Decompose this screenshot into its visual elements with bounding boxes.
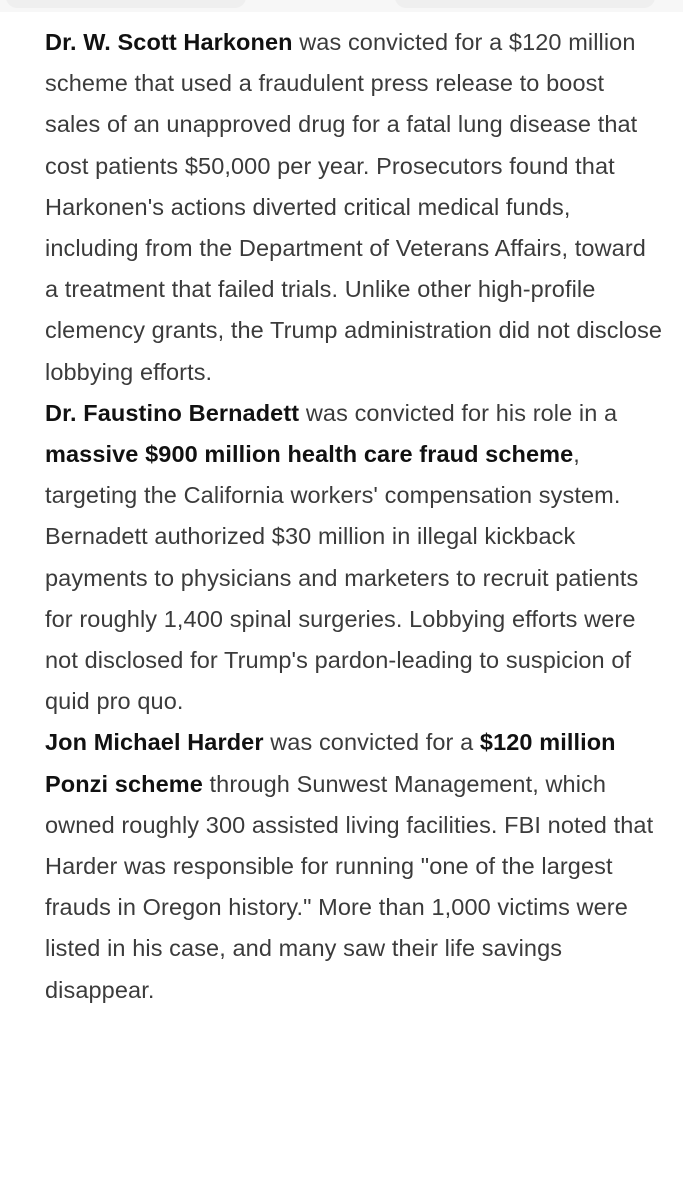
paragraph-text: was convicted for a $120 million scheme that used a fraudulent press release to boost sales of an unapproved drug for a fatal lung disease that cost patients $50,000 per year. Prosecutors found that Harkonen's actions diverted critical medical funds, including from the Department of Veterans Affairs, toward a treatment that failed trials. Unlike other high-profile clemency grants, the Trump administration did not disclose lobbying efforts. — [45, 29, 663, 385]
name-harder: Jon Michael Harder — [45, 729, 264, 756]
name-harkonen: Dr. W. Scott Harkonen — [45, 29, 293, 55]
article-body — [45, 22, 663, 1011]
paragraph-harder — [45, 722, 663, 1010]
paragraph-text: was convicted for a — [263, 729, 480, 756]
highlight-fraud-scheme: massive $900 million health care fraud scheme — [45, 441, 574, 468]
paragraph-harkonen — [45, 22, 663, 393]
paragraph-text: through Sunwest Management, which owned roughly 300 assisted living facilities. FBI noted that Harder was responsible for running "one of the largest frauds in Oregon history." More than 1,000 victims were listed in his case, and many saw their life savings disappear. — [45, 770, 654, 1003]
top-toolbar-edge — [0, 0, 683, 12]
paragraph-text: , targeting the California workers' compensation system. Bernadett authorized $30 million in illegal kickback payments to physicians and marketers to recruit patients for roughly 1,400 spinal surgeries. Lobbying efforts were not disclosed for Trump's pardon-leading to suspicion of quid pro quo. — [45, 441, 639, 715]
toolbar-button-left[interactable] — [6, 0, 246, 8]
name-bernadett: Dr. Faustino Bernadett — [45, 399, 300, 426]
bottom-edge — [0, 1182, 683, 1200]
paragraph-text: was convicted for his role in a — [299, 399, 618, 426]
highlight-ponzi-scheme: $120 million Ponzi scheme — [45, 729, 616, 797]
paragraph-bernadett — [45, 393, 663, 723]
toolbar-button-right[interactable] — [395, 0, 655, 8]
